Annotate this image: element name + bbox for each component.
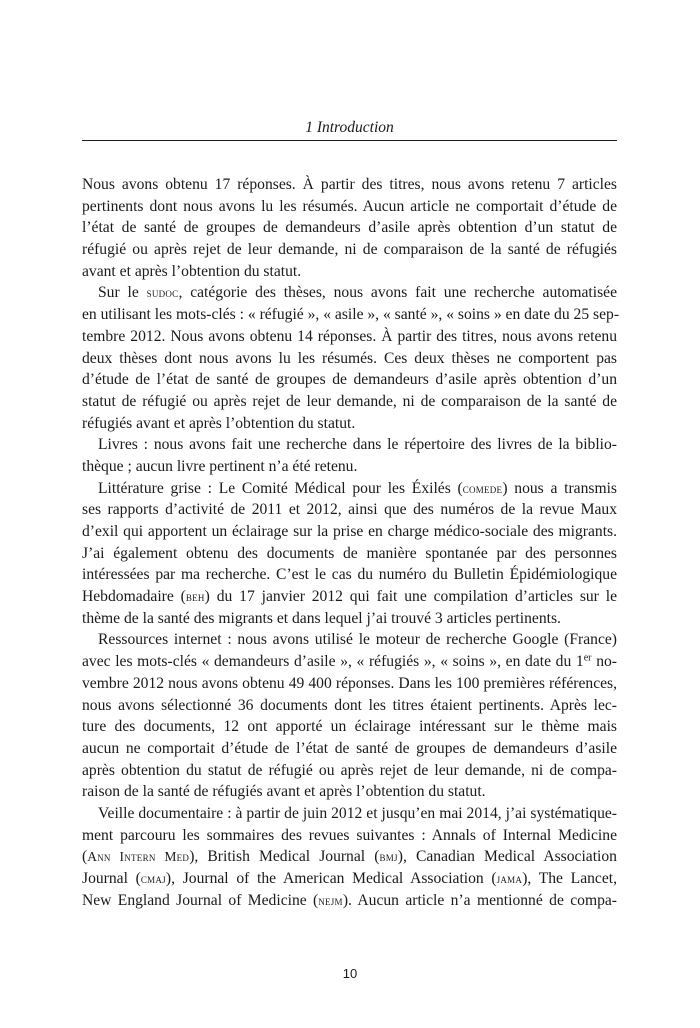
text-run: ment parcouru les sommaires des revues suivantes : Annals of Internal Medicine [82,826,617,844]
text-run: Nous avons obtenu 17 réponses. À partir des titres, nous avons retenu 7 articles [82,176,617,193]
text-run: vembre 2012 nous avons obtenu 49 400 réponses. Dans les 100 premières références, [82,674,617,692]
text-run: d’exil qui apportent un éclairage sur la prise en charge médico-sociale des migrants. [82,523,617,540]
text-run: ses rapports d’activité de 2011 et 2012, ainsi que des numéros de la revue Maux [82,501,617,519]
text-run: J’ai également obtenu des documents de manière spontanée par des personnes [82,544,617,562]
page-number: 10 [342,966,358,981]
text-line [82,543,617,565]
text-run: no- [591,653,617,671]
text-run: ), Canadian Medical Association [397,848,617,866]
text-run: thème de la santé des migrants et dans lequel j’ai trouvé 3 articles pertinents. [82,609,561,627]
text-run: statut de réfugié ou après rejet de leur demande, ni de comparaison de la santé de [82,392,617,410]
text-run: l’état de santé de groupes de demandeurs d’asile après obtention d’un statut de [82,219,617,237]
text-line [82,868,617,890]
text-run: ), The Lancet, [522,870,618,887]
text-line [82,413,617,435]
abbreviation: beh [185,589,205,605]
superscript: er [583,652,592,664]
text-run: , catégorie des thèses, nous avons fait une recherche automatisée [178,284,617,302]
abbreviation: sudoc [146,285,179,301]
text-run: réfugié ou après rejet de leur demande, ni de comparaison de la santé de réfugiés [82,241,617,259]
text-line [82,326,617,348]
text-line [82,478,617,500]
text-line [82,586,617,608]
text-line [82,673,617,695]
text-run: Ressources internet : nous avons utilisé le moteur de recherche Google (France) [98,631,617,649]
text-line [82,369,617,391]
text-run: New England Journal of Medicine ( [82,891,319,909]
text-line [82,521,617,543]
text-run: avant et après l’obtention du statut. [82,262,302,280]
text-run: nous avons sélectionné 36 documents dont les titres étaient pertinents. Après lec- [82,696,617,714]
text-line [82,348,617,370]
text-line [82,803,617,825]
abbreviation: Ann Intern Med [87,849,190,865]
text-run: en utilisant les mots-clés : « réfugié », « asile », « santé », « soins » en date du 25 sep- [82,306,620,324]
text-line [82,239,617,261]
text-run: pertinents dont nous avons lu les résumés. Aucun article ne comportait d’étude de [82,197,617,215]
text-run: ), Journal of the American Medical Association ( [165,870,497,887]
text-run: Livres : nous avons fait une recherche dans le répertoire des livres de la biblio- [98,436,617,454]
text-run: Hebdomadaire ( [82,588,186,606]
body-text [82,174,620,911]
text-run: Journal ( [82,870,141,887]
text-line [82,825,617,847]
text-line [82,391,617,413]
text-run: réfugiés avant et après l’obtention du statut. [82,414,356,432]
text-line [82,261,617,283]
running-head: 1 Introduction [305,119,394,136]
text-run: ( [82,848,88,866]
text-line [82,781,617,803]
text-line [82,760,617,782]
abbreviation: cmaj [140,871,166,886]
text-line [82,174,617,196]
text-run: ). Aucun article n’a mentionné de compa- [342,891,617,909]
text-line [82,608,617,630]
abbreviation: jama [496,871,523,886]
header-rule [82,140,617,141]
text-line [82,196,617,218]
text-run: d’étude de l’état de santé de groupes de demandeurs d’asile après obtention d’un [82,371,617,389]
abbreviation: comede [462,480,503,496]
text-run: intéressées par ma recherche. C’est le cas du numéro du Bulletin Épidémiologique [82,566,617,584]
text-run: ture des documents, 12 ont apporté un éclairage intéressant sur le thème mais [82,718,617,736]
text-run: deux thèses dont nous avons lu les résumés. Ces deux thèses ne comportent pas [82,349,617,367]
text-run: thèque ; aucun livre pertinent n’a été retenu. [82,457,358,475]
text-run: tembre 2012. Nous avons obtenu 14 réponses. À partir des titres, nous avons retenu [82,327,617,345]
abbreviation: bmj [379,849,398,865]
text-run: Littérature grise : Le Comité Médical pour les Éxilés ( [98,479,463,497]
text-run: ) nous a transmis [502,479,617,497]
abbreviation: nejm [318,892,343,908]
text-run: ) du 17 janvier 2012 qui fait une compilation d’articles sur le [204,588,617,606]
text-line [82,651,617,673]
text-run: raison de la santé de réfugiés avant et après l’obtention du statut. [82,783,486,801]
text-line [82,629,617,651]
text-line [82,716,617,738]
text-run: Sur le [98,284,147,302]
text-line [82,499,617,521]
text-run: après obtention du statut de réfugié ou après rejet de leur demande, ni de compa- [82,761,617,779]
text-line [82,738,617,760]
text-run: avec les mots-clés « demandeurs d’asile », « réfugiés », « soins », en date du 1 [82,653,584,671]
text-line [82,846,617,868]
text-run: ), British Medical Journal ( [189,848,380,866]
text-line [82,456,617,478]
text-line [82,695,617,717]
text-line [82,304,620,326]
text-line [82,564,617,586]
text-line [82,217,617,239]
text-line [82,434,617,456]
text-run: Veille documentaire : à partir de juin 2012 et jusqu’en mai 2014, j’ai systématique- [98,804,617,822]
text-line [82,890,617,912]
text-line [82,282,617,304]
text-run: aucun ne comportait d’étude de l’état de santé de groupes de demandeurs d’asile [82,739,617,757]
